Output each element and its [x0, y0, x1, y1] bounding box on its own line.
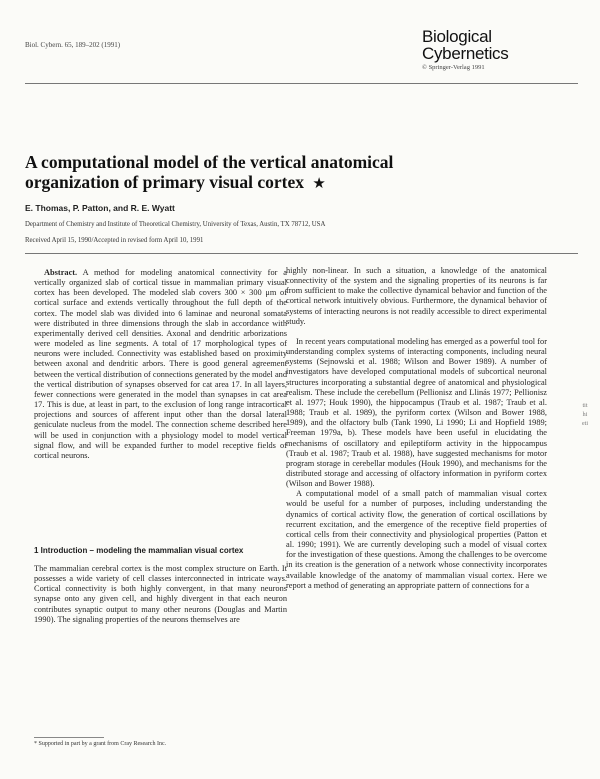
title-footnote-mark: ★ [312, 176, 326, 192]
footnote-rule [34, 737, 104, 738]
header-divider [25, 83, 578, 84]
journal-logo [422, 28, 582, 72]
intro-column-1 [34, 564, 287, 625]
margin-mark: tit [582, 403, 588, 409]
author-list: E. Thomas, P. Patton, and R. E. Wyatt [25, 203, 175, 213]
intro-paragraph-1: The mammalian cerebral cortex is the most complex structure on Earth. It possesses a wide variety of cell classes interconnected in intricate ways. Cortical connectivity is both highly convergent, in that many neurons synapse onto any given cell, and highly divergent in that each neuron contributes synaptic output to many other neurons (Douglas and Martin 1990). The signaling properties of the neurons themselves are [34, 564, 287, 624]
author-affiliation: Department of Chemistry and Institute of Theoretical Chemistry, University of Texas, Austin, TX 78712, USA [25, 221, 326, 228]
publisher-notice: © Springer-Verlag 1991 [422, 64, 485, 71]
abstract-text: A method for modeling anatomical connectivity for a vertically organized slab of cortical tissue in mammalian primary visual cortex has been developed. The modeled slab covers 300 × 300 μm of cortical surface and extends vertically throughout the full depth of the cortex. The model slab was divided into 6 laminae and neuronal somata were distributed in three dimensions through the slab in accordance with experimentally derived cell densities. Axonal and dendritic arborizations were modeled as line segments. A total of 17 morphological types of neurons were included. Connectivity was established based on proximity between axonal and dendritic arbors. There is good general agreement between the vertical distribution of connections generated by the model and the vertical distribution of synapses observed for cat area 17. In all layers, fewer connections were generated in the model than synapses in cat area 17. This is due, at least in part, to the exclusion of long range intracortical projections and sources of afferent input other than the dorsal lateral geniculate nucleus from the model. The connection scheme described here will be used in conjunction with a physiology model to model vertical signal flow, and will be expanded further to model receptive fields of cortical neurons. [34, 268, 288, 460]
abstract-label: Abstract. [44, 268, 78, 277]
journal-citation: Biol. Cybern. 65, 189–202 (1991) [25, 41, 121, 49]
margin-mark: eti [582, 421, 588, 427]
article-title [25, 152, 545, 194]
title-divider [25, 253, 578, 254]
col2-paragraph-3: A computational model of a small patch of mammalian visual cortex would be useful for a number of purposes, including understanding the dynamics of cortical activity flow, the generation of cortical oscillations by recurrent excitation, and the emergence of the receptive field properties of cortical cells from their connectivity and physiological properties (Patton et al. 1990; 1991). We are currently developing such a model of visual cortex for the investigation of these questions. Among the challenges to be overcome in its creation is the generation of a network whose connectivity incorporates available knowledge of the anatomy of mammalian visual cortex. Here we report a method of generating an appropriate pattern of connections for a [286, 489, 547, 590]
col2-paragraph-1: highly non-linear. In such a situation, a knowledge of the anatomical connectivity of the system and the signaling properties of its neurons is far from sufficient to make the collective dynamical behavior and function of the cortical network intuitively obvious. Furthermore, the dynamical behavior of systems of interacting neurons is not readily accessible to direct experimental study. [286, 266, 547, 326]
margin-mark: hi [582, 412, 588, 418]
journal-name-line1: Biological [422, 27, 492, 46]
title-line2: organization of primary visual cortex [25, 172, 304, 192]
section-heading: 1 Introduction – modeling the mammalian visual cortex [34, 546, 244, 555]
title-line1: A computational model of the vertical anatomical [25, 152, 394, 172]
col2-paragraph-2: In recent years computational modeling has emerged as a powerful tool for understanding complex systems of interacting components, including neural systems (Sejnowski et al. 1988; Wilson and Bower 1989). A number of investigators have developed computational models of subcortical neuronal structures incorporating a substantial degree of anatomical and physiological realism. These include the cerebellum (Pellionisz and Llinás 1977; Pellionisz et al. 1977; Houk 1990), the hippocampus (Traub et al. 1987; Traub et al. 1988; Traub et al. 1989), the pyriform cortex (Wilson and Bower 1988, 1989), and the olfactory bulb (Tank 1990, Li 1990; Li and Hopfield 1989; Freeman 1979a, b). These models have been useful in elucidating the mechanisms of oscillatory and epileptiform activity in the hippocampus (Traub et al. 1987; Traub et al. 1988), have suggested mechanisms for motor program storage in cerebellar modules (Houk 1990), and mechanisms for the distributed storage and accessing of olfactory information in pyriform cortex (Wilson and Bower 1988). [286, 336, 547, 489]
abstract [34, 268, 287, 461]
margin-marks [578, 402, 592, 429]
footnote: * Supported in part by a grant from Cray Research Inc. [34, 741, 167, 747]
received-dates: Received April 15, 1990/Accepted in revised form April 10, 1991 [25, 237, 204, 244]
body-column-2 [286, 266, 547, 591]
journal-name-line2: Cybernetics [422, 44, 509, 63]
